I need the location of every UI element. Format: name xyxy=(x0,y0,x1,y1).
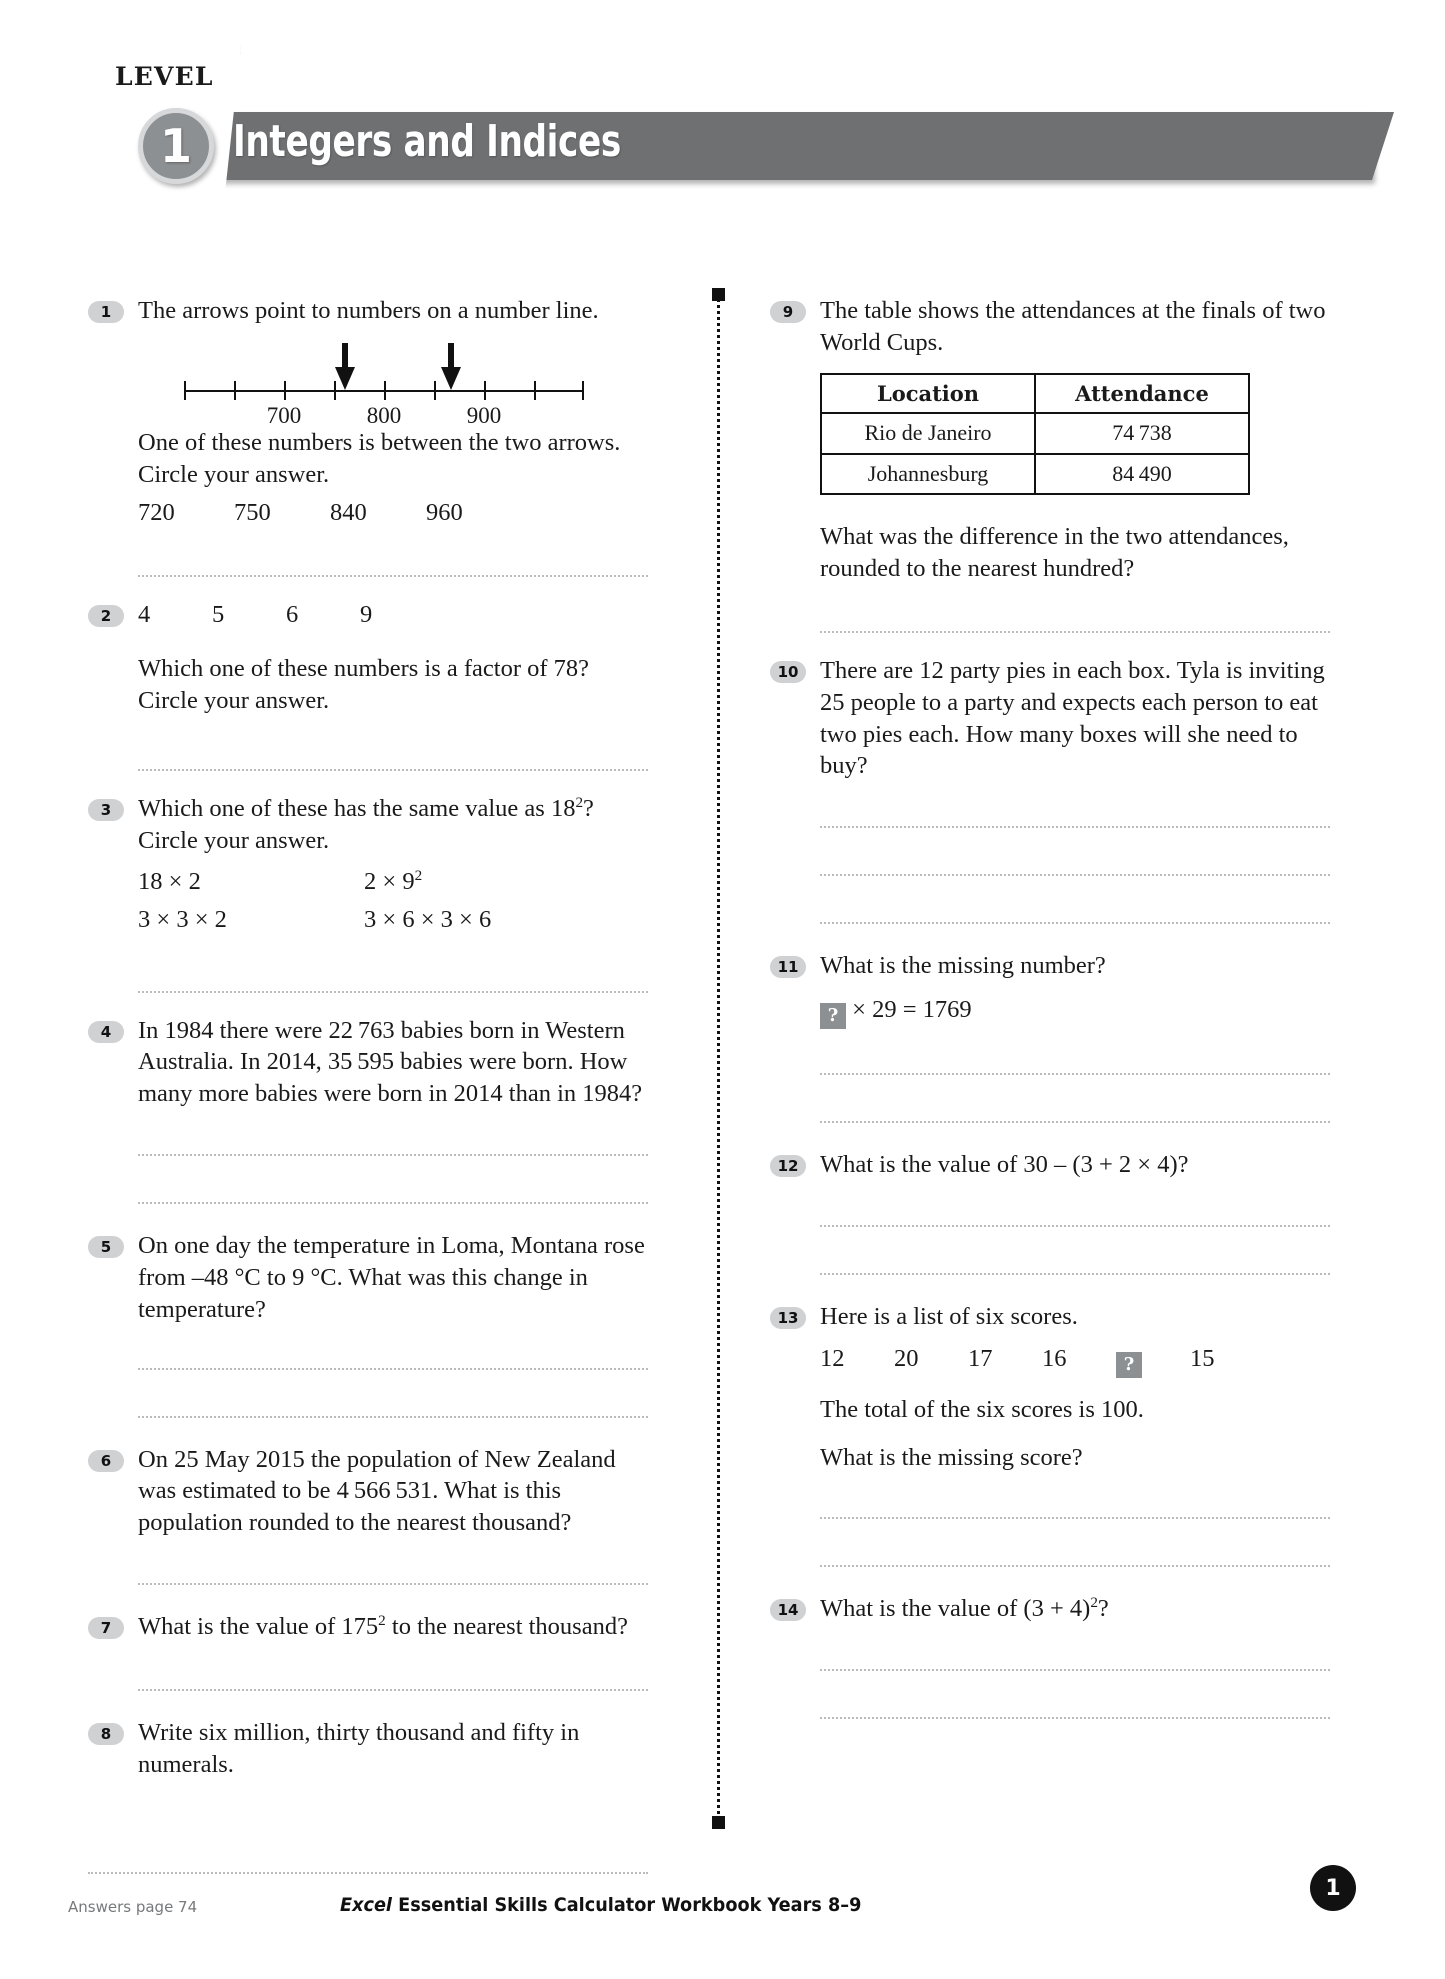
column-header-attendance: Attendance xyxy=(1035,374,1249,413)
question-7-exponent: 2 xyxy=(378,1611,386,1629)
question-5-text: On one day the temperature in Loma, Montana rose from –48 °C to 9 °C. What was this change in temperature? xyxy=(138,1232,645,1323)
page-header xyxy=(0,0,1445,230)
question-8-text: Write six million, thirty thousand and fifty in numerals. xyxy=(138,1718,580,1778)
question-number-badge: 6 xyxy=(88,1450,124,1472)
question-9 xyxy=(770,295,1330,633)
question-number-badge: 5 xyxy=(88,1236,124,1258)
number-line-arrow-icon xyxy=(334,343,356,391)
divider-cap-top xyxy=(712,288,725,301)
option[interactable]: 6 xyxy=(286,601,299,629)
question-9-subtext: What was the difference in the two attendances, rounded to the nearest hundred? xyxy=(820,523,1289,583)
number-line-label: 900 xyxy=(466,402,502,428)
question-14-text xyxy=(820,1593,1330,1625)
cell-location: Johannesburg xyxy=(821,454,1035,495)
question-4 xyxy=(88,1015,648,1205)
question-separator xyxy=(138,575,648,577)
question-number-badge: 9 xyxy=(770,301,806,323)
number-line-tick xyxy=(384,381,386,400)
score-value: 12 xyxy=(820,1344,845,1372)
option[interactable]: 9 xyxy=(360,601,373,629)
table-row xyxy=(821,413,1249,454)
question-2 xyxy=(88,599,648,771)
question-7-stem: What is the value of 175 xyxy=(138,1613,379,1641)
answer-line[interactable] xyxy=(820,1517,1330,1519)
answer-line[interactable] xyxy=(820,1273,1330,1275)
question-2-options xyxy=(138,599,648,631)
answer-line[interactable] xyxy=(138,1154,648,1156)
answer-line[interactable] xyxy=(138,1583,648,1585)
question-12 xyxy=(770,1149,1330,1275)
question-7-tail: to the nearest thousand? xyxy=(385,1613,628,1641)
question-2-text: Which one of these numbers is a factor of 78? Circle your answer. xyxy=(138,655,590,715)
question-13-subtext-2: What is the missing score? xyxy=(820,1443,1083,1471)
question-1-text: The arrows point to numbers on a number line. xyxy=(138,297,599,324)
question-12-text: What is the value of 30 – (3 + 2 × 4)? xyxy=(820,1151,1189,1179)
right-column xyxy=(770,295,1330,1719)
question-7-text xyxy=(138,1611,648,1643)
answer-line[interactable] xyxy=(820,1121,1330,1123)
question-number-badge: 1 xyxy=(88,301,124,323)
score-value: 17 xyxy=(968,1344,993,1372)
option[interactable]: 4 xyxy=(138,601,151,629)
question-3-tail: ? Circle your answer. xyxy=(138,794,594,854)
question-number-badge: 10 xyxy=(770,661,806,683)
number-line-tick xyxy=(582,381,584,400)
question-11-equation xyxy=(820,994,1330,1029)
number-line-tick xyxy=(184,381,186,400)
answer-line[interactable] xyxy=(820,1565,1330,1567)
question-1 xyxy=(88,295,648,577)
number-line-tick xyxy=(484,381,486,400)
question-separator xyxy=(138,769,648,771)
question-3-exponent: 2 xyxy=(575,793,584,811)
missing-number-box[interactable]: ? xyxy=(820,1003,846,1029)
page-title: Integers and Indices xyxy=(233,116,621,167)
option[interactable]: 720 xyxy=(138,498,175,526)
question-14-exponent: 2 xyxy=(1090,1594,1098,1612)
answer-line[interactable] xyxy=(138,1202,648,1204)
question-number-badge: 3 xyxy=(88,799,124,821)
cell-attendance: 84 490 xyxy=(1035,454,1249,495)
question-number-badge: 8 xyxy=(88,1723,124,1745)
question-1-options xyxy=(138,497,648,529)
option[interactable]: 3 × 3 × 2 xyxy=(138,905,227,933)
question-number-badge: 12 xyxy=(770,1155,806,1177)
page-number-badge: 1 xyxy=(1310,1865,1356,1911)
question-6-text: On 25 May 2015 the population of New Zealand was estimated to be 4 566 531. What is this population rounded to the nearest thousand? xyxy=(138,1445,616,1537)
number-line-tick xyxy=(434,381,436,400)
column-divider xyxy=(717,292,723,1822)
number-line-tick xyxy=(284,381,286,400)
question-number-badge: 7 xyxy=(88,1617,124,1639)
question-14-tail: ? xyxy=(1097,1595,1109,1623)
question-3-options xyxy=(138,863,648,939)
left-column xyxy=(88,295,648,1781)
question-number-badge: 13 xyxy=(770,1307,806,1329)
book-brand: Excel xyxy=(340,1894,392,1916)
answer-line[interactable] xyxy=(820,1669,1330,1671)
option[interactable]: 3 × 6 × 3 × 6 xyxy=(364,905,492,933)
attendance-table xyxy=(820,373,1250,495)
question-14 xyxy=(770,1593,1330,1719)
question-10-text: There are 12 party pies in each box. Tyla is inviting 25 people to a party and expects each person to eat two pies each. How many boxes will she need to buy? xyxy=(820,656,1325,780)
table-row xyxy=(821,454,1249,495)
number-line-label: 800 xyxy=(366,402,402,428)
question-separator xyxy=(820,631,1330,633)
question-13 xyxy=(770,1301,1330,1568)
question-8 xyxy=(88,1717,648,1781)
book-title xyxy=(340,1894,861,1916)
option[interactable]: 960 xyxy=(426,498,463,526)
table-header-row xyxy=(821,374,1249,413)
question-9-text: The table shows the attendances at the finals of two World Cups. xyxy=(820,297,1326,356)
question-number-badge: 4 xyxy=(88,1021,124,1043)
number-line-tick xyxy=(534,381,536,400)
answer-line[interactable] xyxy=(138,1416,648,1418)
level-label: LEVEL xyxy=(115,62,214,91)
answer-line[interactable] xyxy=(820,1717,1330,1719)
cell-attendance: 74 738 xyxy=(1035,413,1249,454)
answers-reference: Answers page 74 xyxy=(68,1898,198,1916)
question-3-stem: Which one of these has the same value as 18 xyxy=(138,794,576,822)
score-value: 20 xyxy=(894,1344,919,1372)
question-14-stem: What is the value of (3 + 4) xyxy=(820,1595,1091,1623)
question-3 xyxy=(88,793,648,993)
answer-line[interactable] xyxy=(820,1225,1330,1227)
divider-cap-bottom xyxy=(712,1816,725,1829)
question-13-text: Here is a list of six scores. xyxy=(820,1302,1078,1330)
question-5 xyxy=(88,1230,648,1418)
equation-tail: × 29 = 1769 xyxy=(852,996,972,1024)
option[interactable]: 750 xyxy=(234,498,271,526)
question-number-badge: 11 xyxy=(770,956,806,978)
option[interactable]: 5 xyxy=(212,601,225,629)
footer-rule xyxy=(88,1872,648,1874)
number-line-label: 700 xyxy=(266,402,302,428)
question-11 xyxy=(770,950,1330,1123)
book-title-rest: Essential Skills Calculator Workbook Years 8–9 xyxy=(391,1894,862,1916)
question-13-subtext: The total of the six scores is 100. xyxy=(820,1395,1144,1423)
option-exponent: 2 xyxy=(414,866,423,884)
number-line-arrow-icon xyxy=(440,343,462,391)
question-4-text: In 1984 there were 22 763 babies born in Western Australia. In 2014, 35 595 babies were born. How many more babies were born in 2014 than in 1984? xyxy=(138,1016,643,1108)
question-number-badge: 2 xyxy=(88,605,124,627)
score-value: 15 xyxy=(1190,1344,1215,1372)
question-1-subtext: One of these numbers is between the two arrows. Circle your answer. xyxy=(138,428,621,488)
question-7 xyxy=(88,1611,648,1691)
option[interactable]: $2 \times 9^2$ xyxy=(364,866,423,895)
answer-line[interactable] xyxy=(138,1689,648,1691)
question-6 xyxy=(88,1444,648,1586)
question-number-badge: 14 xyxy=(770,1599,806,1621)
column-header-location: Location xyxy=(821,374,1035,413)
question-11-text: What is the missing number? xyxy=(820,952,1106,980)
question-separator xyxy=(138,991,648,993)
level-number: 1 xyxy=(159,119,192,173)
question-3-text xyxy=(138,793,648,857)
answer-line[interactable] xyxy=(820,922,1330,924)
answer-line[interactable] xyxy=(138,1368,648,1370)
missing-score-box-wrap xyxy=(1116,1343,1190,1378)
answer-line[interactable] xyxy=(820,874,1330,876)
number-line-tick xyxy=(234,381,236,400)
question-10 xyxy=(770,655,1330,924)
cell-location: Rio de Janeiro xyxy=(821,413,1035,454)
score-value: 16 xyxy=(1042,1344,1067,1372)
answer-line[interactable] xyxy=(820,1073,1330,1075)
missing-score-box[interactable]: ? xyxy=(1116,1352,1142,1378)
option[interactable]: 18 × 2 xyxy=(138,867,201,895)
answer-line[interactable] xyxy=(820,826,1330,828)
question-13-scores xyxy=(820,1343,1330,1378)
option[interactable]: 840 xyxy=(330,498,367,526)
number-line-diagram xyxy=(144,335,648,427)
